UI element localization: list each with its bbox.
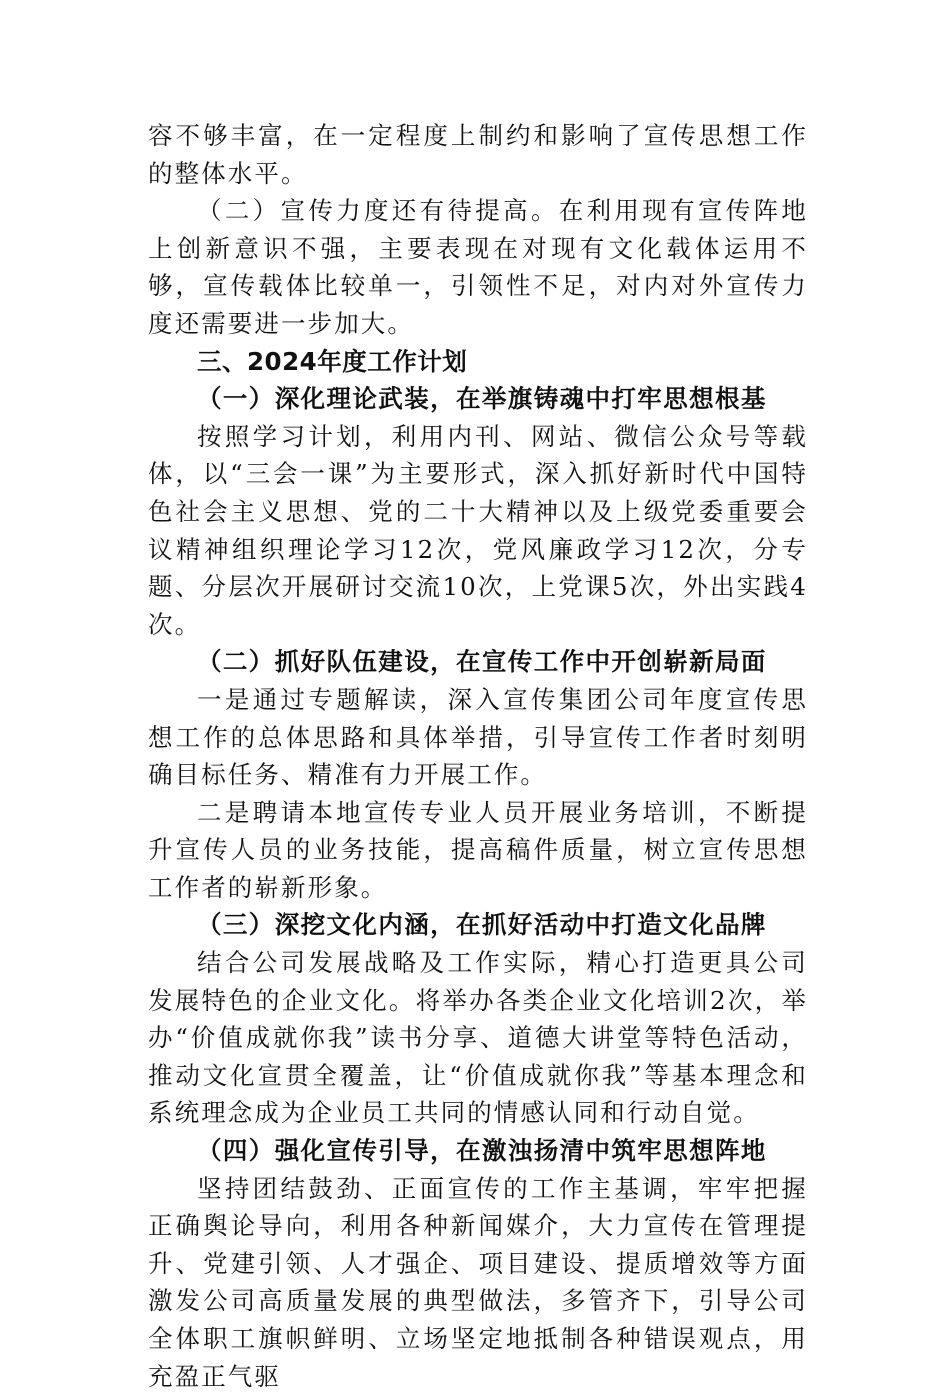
document-body — [148, 117, 808, 1395]
paragraph-publicity-strength: （二）宣传力度还有待提高。在利用现有宣传阵地上创新意识不强，主要表现在对现有文化载体运用不够，宣传载体比较单一，引领性不足，对内对外宣传力度还需要进一步加大。 — [148, 196, 808, 338]
subheading-theory: （一）深化理论武装，在举旗铸魂中打牢思想根基 — [197, 384, 767, 414]
subheading-team-building: （二）抓好队伍建设，在宣传工作中开创崭新局面 — [197, 647, 767, 677]
paragraph-positive-publicity: 坚持团结鼓劲、正面宣传的工作主基调，牢牢把握正确舆论导向，利用各种新闻媒介，大力宣传在管理提升、党建引领、人才强企、项目建设、提质增效等方面激发公司高质量发展的典型做法，多管齐下，引导公司全体职工旗帜鲜明、立场坚定地抵制各种错误观点，用充盈正气驱 — [148, 1173, 808, 1391]
paragraph-corporate-culture: 结合公司发展战略及工作实际，精心打造更具公司发展特色的企业文化。将举办各类企业文化培训2次，举办“价值成就你我”读书分享、道德大讲堂等特色活动，推动文化宣贯全覆盖，让“价值成就你我”等基本理念和系统理念成为企业员工共同的情感认同和行动自觉。 — [148, 948, 808, 1128]
paragraph-study-plan: 按照学习计划，利用内刊、网站、微信公众号等载体，以“三会一课”为主要形式，深入抓好新时代中国特色社会主义思想、党的二十大精神以及上级党委重要会议精神组织理论学习12次，党风廉政学习12次，分专题、分层次开展研讨交流10次，上党课5次，外出实践4次。 — [148, 421, 808, 639]
section-heading-2024-plan: 三、2024年度工作计划 — [197, 346, 468, 376]
subheading-culture: （三）深挖文化内涵，在抓好活动中打造文化品牌 — [197, 910, 767, 940]
paragraph-special-interpretation: 一是通过专题解读，深入宣传集团公司年度宣传思想工作的总体思路和具体举措，引导宣传工作者时刻明确目标任务、精准有力开展工作。 — [148, 684, 808, 790]
subheading-publicity-guidance: （四）强化宣传引导，在激浊扬清中筑牢思想阵地 — [197, 1136, 767, 1166]
paragraph-training: 二是聘请本地宣传专业人员开展业务培训，不断提升宣传人员的业务技能，提高稿件质量，树立宣传思想工作者的崭新形象。 — [148, 797, 808, 902]
paragraph-continued: 容不够丰富，在一定程度上制约和影响了宣传思想工作的整体水平。 — [148, 121, 808, 188]
